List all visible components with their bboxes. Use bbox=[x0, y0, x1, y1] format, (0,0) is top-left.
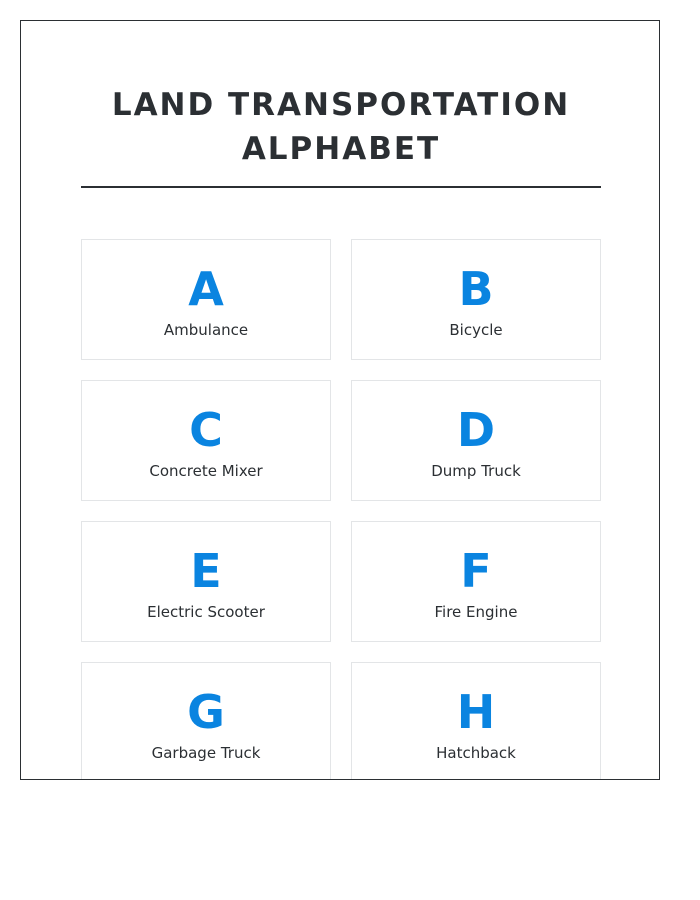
page-frame bbox=[20, 20, 660, 780]
page-title: LAND TRANSPORTATION ALPHABET bbox=[111, 87, 571, 167]
title-divider bbox=[81, 186, 601, 188]
alphabet-card-a bbox=[81, 239, 331, 360]
alphabet-card-e bbox=[81, 521, 331, 642]
alphabet-card-f bbox=[351, 521, 601, 642]
card-name: Hatchback bbox=[436, 744, 516, 762]
card-letter: H bbox=[456, 685, 496, 739]
alphabet-card-g bbox=[81, 662, 331, 780]
card-name: Ambulance bbox=[163, 321, 249, 339]
card-letter: D bbox=[456, 403, 496, 457]
card-letter: A bbox=[188, 262, 224, 316]
card-letter: E bbox=[190, 544, 222, 598]
alphabet-card-h bbox=[351, 662, 601, 780]
alphabet-card-c bbox=[81, 380, 331, 501]
card-name: Electric Scooter bbox=[147, 603, 265, 621]
card-letter: F bbox=[460, 544, 492, 598]
card-name: Concrete Mixer bbox=[149, 462, 263, 480]
alphabet-card-d bbox=[351, 380, 601, 501]
card-name: Fire Engine bbox=[434, 603, 518, 621]
card-name: Bicycle bbox=[449, 321, 503, 339]
alphabet-card-b bbox=[351, 239, 601, 360]
card-letter: G bbox=[187, 685, 225, 739]
card-name: Garbage Truck bbox=[151, 744, 261, 762]
card-letter: B bbox=[458, 262, 494, 316]
card-letter: C bbox=[189, 403, 223, 457]
card-name: Dump Truck bbox=[431, 462, 521, 480]
